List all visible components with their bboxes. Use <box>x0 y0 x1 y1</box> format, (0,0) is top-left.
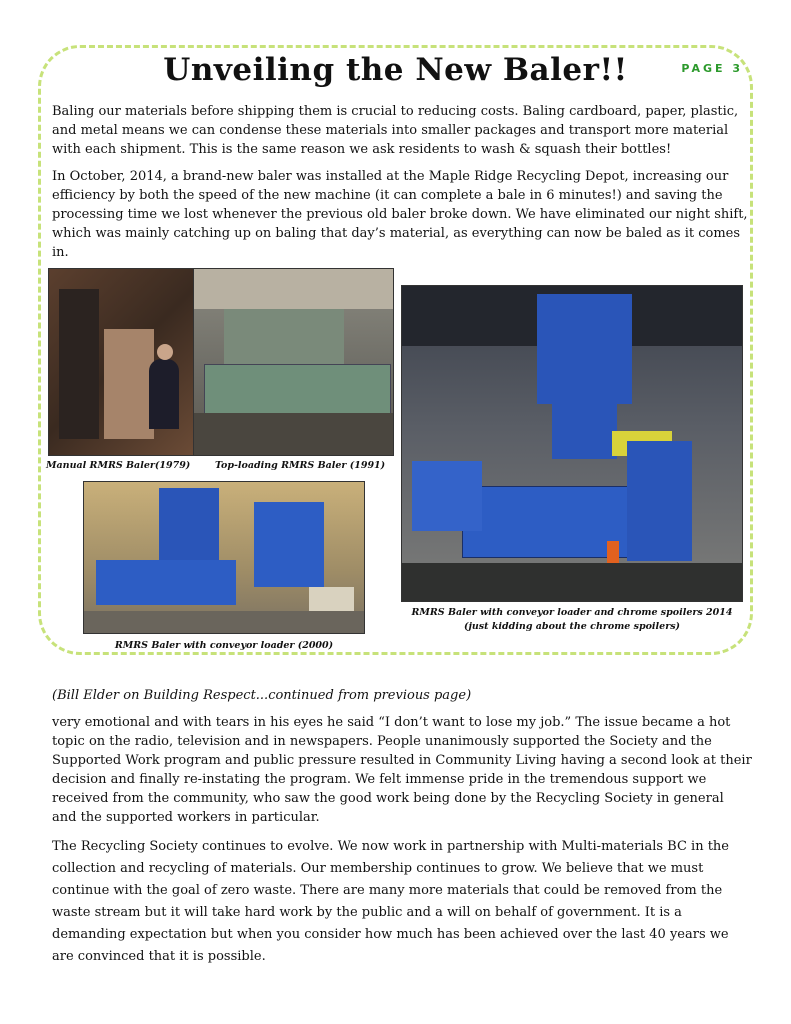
new-baler-2014-caption-line1: RMRS Baler with conveyor loader and chrome spoilers 2014 <box>411 607 733 618</box>
top-loading-baler-photo <box>193 268 394 456</box>
continued-paragraph-1: very emotional and with tears in his eyes he said “I don’t want to lose my job.” The issue became a hot topic on the radio, television and in newspapers. People unanimously supported the Society and the Supported Work program and public pressure resulted in Community Living having a second look at their decision and finally re-instating the program. We felt immense pride in the tremendous support we received from the community, who saw the good work being done by the Recycling Society in general and the supported workers in particular. <box>52 715 752 825</box>
article-title: Unveiling the New Baler!! <box>163 52 628 88</box>
page-number: PAGE 3 <box>681 62 743 75</box>
conveyor-baler-2000-caption: RMRS Baler with conveyor loader (2000) <box>114 640 334 651</box>
manual-baler-caption: Manual RMRS Baler(1979) <box>46 460 191 471</box>
new-baler-2014-caption-line2: (just kidding about the chrome spoilers) <box>463 621 681 632</box>
intro-paragraph: Baling our materials before shipping them is crucial to reducing costs. Baling cardboard, paper, plastic, and metal means we can condense these materials into smaller packages and transport more material with each shipment. This is the same reason we ask residents to wash & squash their bottles! <box>52 104 739 157</box>
installation-paragraph: In October, 2014, a brand-new baler was installed at the Maple Ridge Recycling Depot, increasing our efficiency by both the speed of the new machine (it can complete a bale in 6 minutes!) and saving the processing time we lost whenever the previous old baler broke down. We have eliminated our night shift, which was mainly catching up on baling that day’s material, as everything can now be baled as it comes in. <box>52 169 748 260</box>
manual-baler-photo <box>48 268 194 456</box>
new-baler-2014-photo <box>401 285 743 602</box>
continued-paragraph-2: The Recycling Society continues to evolve. We now work in partnership with Multi-materials BC in the collection and recycling of materials. Our membership continues to grow. We believe that we must continue with the goal of zero waste. There are many more materials that could be removed from the waste stream but it will take hard work by the public and a will on behalf of government. It is a demanding expectation but when you consider how much has been achieved over the last 40 years we are convinced that it is possible. <box>52 839 729 964</box>
continued-heading: (Bill Elder on Building Respect...continued from previous page) <box>52 688 472 703</box>
top-loading-baler-caption: Top-loading RMRS Baler (1991) <box>215 460 386 471</box>
conveyor-baler-2000-photo <box>83 481 365 634</box>
